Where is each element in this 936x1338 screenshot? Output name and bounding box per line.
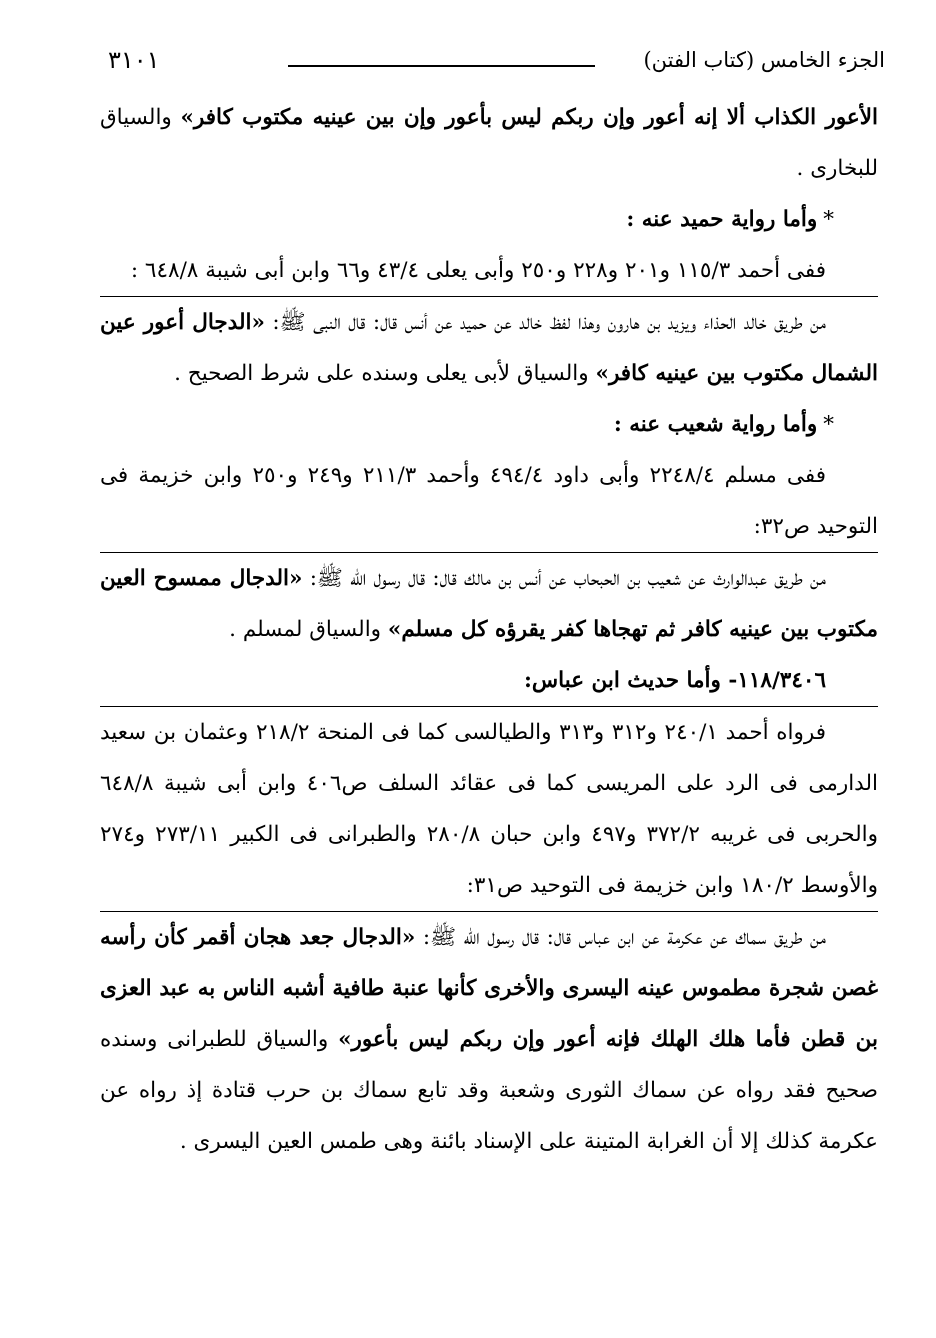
chain-shuayb	[100, 553, 878, 655]
header-rule	[288, 65, 595, 67]
running-title: الجزء الخامس (كتاب الفتن)	[643, 48, 885, 72]
chain-note: والسياق لمسلم .	[229, 617, 388, 642]
quote-text: الأعور الكذاب ألا إنه أعور وإن ربكم ليس بأعور وإن بين عينيه مكتوب كافر»	[180, 105, 878, 130]
hadith-quote: «الدجال ممسوح العين مكتوب بين عينيه كافر ثم تهجاها كفر يقرؤه كل مسلم»	[100, 566, 878, 642]
heading-text: وأما رواية حميد عنه :	[626, 207, 818, 232]
chain-text: من طريق عبدالوارث عن شعيب بن الحبحاب عن أنس بن مالك قال: قال رسول الله ﷺ:	[302, 566, 827, 591]
chain-text: من طريق خالد الحذاء ويزيد بن هارون وهذا لفظ خالد عن حميد عن أنس قال: قال النبى ﷺ:	[264, 310, 826, 335]
chain-note: والسياق للطبرانى وسنده صحيح فقد رواه عن سماك الثورى وشعبة وقد تابع سماك بن حرب قتادة إذ رواه عن عكرمة كذلك إلا أن الغرابة المتينة على الإسناد بائنة وهى طمس العين اليسرى .	[100, 1027, 878, 1154]
page-body	[100, 92, 878, 1167]
chain-note: والسياق لأبى يعلى وسنده على شرط الصحيح .	[174, 361, 596, 386]
page-header	[100, 44, 885, 88]
references-ibn-abbas: فرواه أحمد ٢٤٠/١ و٣١٢ و٣١٣ والطيالسى كما فى المنحة ٢١٨/٢ وعثمان بن سعيد الدارمى فى الرد على المريسى كما فى عقائد السلف ص٤٠٦ وابن أبى شيبة ٦٤٨/٨ والحربى فى غريبه ٣٧٢/٢ و٤٩٧ وابن حبان ٢٨٠/٨ والطبرانى فى الكبير ٢٧٣/١١ و٢٧٤ والأوسط ١٨٠/٢ وابن خزيمة فى التوحيد ص٣١:	[100, 720, 879, 898]
hadith-quote: «الدجال جعد هجان أقمر كأن رأسه غصن شجرة مطموس عينه اليسرى والأخرى كأنها عنبة طافية أشبه الناس به عبد العزى بن قطن فأما هلك الهلك فإنه أعور وإن ربكم ليس بأعور»	[100, 925, 878, 1052]
references-shuayb: ففى مسلم ٢٢٤٨/٤ وأبى داود ٤٩٤/٤ وأحمد ٢١١/٣ و٢٤٩ و٢٥٠ وابن خزيمة فى التوحيد ص٣٢:	[100, 463, 878, 539]
chain-text: من طريق سماك عن عكرمة عن ابن عباس قال: قال رسول الله ﷺ:	[415, 925, 827, 950]
hadith-quote: «الدجال أعور عين الشمال مكتوب بين عينيه كافر»	[100, 310, 878, 386]
paragraph-text: والسياق للبخارى .	[100, 105, 878, 181]
chain-ibn-abbas	[100, 912, 878, 1167]
section-heading-humayd	[100, 194, 878, 245]
chain-humayd	[100, 297, 878, 399]
star-icon: *	[823, 207, 834, 232]
page-number: ٣١٠١	[108, 46, 160, 74]
references-humayd: ففى أحمد ١١٥/٣ و٢٠١ و٢٢٨ و٢٥٠ وأبى يعلى ٤٣/٤ و٦٦ وابن أبى شيبة ٦٤٨/٨ :	[130, 258, 826, 283]
paragraph-continuation	[100, 92, 878, 194]
hadith-heading-ibn-abbas: ١١٨/٣٤٠٦- وأما حديث ابن عباس:	[523, 668, 826, 693]
heading-text: وأما رواية شعيب عنه :	[613, 412, 818, 437]
section-heading-shuayb	[100, 399, 878, 450]
star-icon: *	[823, 412, 834, 437]
